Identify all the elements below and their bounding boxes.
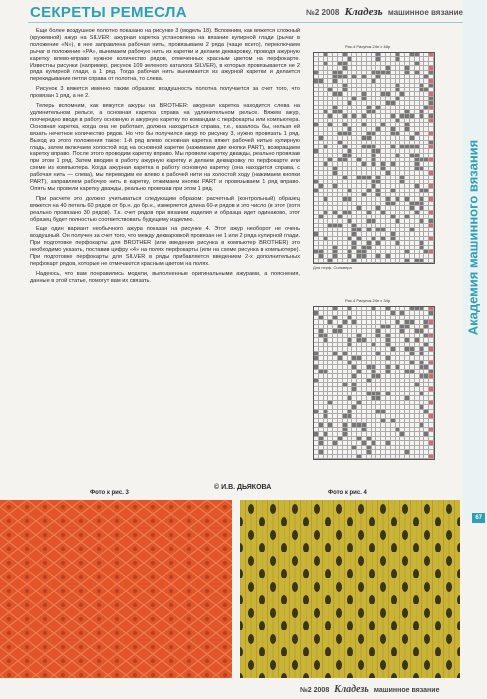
grid-cell xyxy=(429,455,434,459)
paragraph: Рисунок 3 вяжется именно таким образом: воздушность полотна получается за счет того, что провязан 1 ряд, а не 2. xyxy=(30,86,300,100)
pattern-chart-2 xyxy=(313,306,435,460)
footer-brand-subtitle: машинное вязание xyxy=(373,687,440,694)
paragraph: Еще один вариант необычного ажура показан на рисунке 4. Этот ажур необорот не очень воздушный. Он получен за счет того, что между декваровкой провязан не 1 или 2 ряда кулирной глади. При подготовке перфокарты для BROTHER (или введении рисунка в компьютер BROTHER) это необходимо указать, поставив цифру «4» на полях перфокарты (или на схеме рисунка в компьютере). При подготовке перфокарты для SILVER в ряды прибавляется введением 2-х дополнительных перфокарт рядов, которые не отмечаются красным цветом на полях. xyxy=(30,226,300,267)
paragraph: Теперь вспомним, как вяжутся ажуры на BROTHER: ажурная каретка находится слева на удлинительном рельсе, а основная каретка справа на удлинительном рельсе. Вяжем ажур, поочередно вводя в работу основную и ажурную каретку по командам с перфокарты или компьютера. Основная каретка, когда она не работает, должна находиться справа, т.е., казалось бы, нельзя ей вязать нечетное количество рядов. Но что бы получился ажур по рисунку 3, нужно провязать 1 ряд. Выход из этого положения такое: 1-й ряд влево основная каретка вяжет рабочей нитью кулирную гладь, затем включаем холостой ход на основной каретке (нажимаем две кнопки PART), возвращаем каретку вправо. После этого проводим каретку вправо. Мы провели каретку дважды, реально провязав при этом 1 ряд. Затем вводим в работу ажурную каретку и делаем декваровку по перфокарте или схеме из компьютера. Когда ажурная каретка в работу основную каретку (она находится справа, с рабочая нить — слева), мы переводим ее влево к рабочей нити на холостой ходу (нажимаем кнопки PART), заправляем рабочую нить в каретку, отжимаем кнопки PART и провязываем 1 ряд вправо. Опять мы провели каретку дважды, реально провязав при этом 1 ряд. xyxy=(30,103,300,192)
knit-photo-yellow xyxy=(240,500,460,678)
grid-cell xyxy=(429,259,434,263)
pattern-chart-2-title: Рис.4 Рисунок 24п х 34р xyxy=(345,298,391,303)
paragraph: Надеюсь, что вам понравились модели, выполненные оригинальными ажурами, а пояснения, данные в этой статье, помогут вам их связать. xyxy=(30,270,300,284)
brand-logo: Кладезь xyxy=(344,6,383,18)
sidebar-text: Академия машинного вязания xyxy=(465,139,481,336)
paragraph: Еще более воздушное полотно показано на рисунке 3 (модель 18). Вспомним, как вяжется сложный (кружевной) ажур на SILVER: ажурная каретка установлена на вязание кулирной глади (рычаг в положение «N»), в нее заправлена рабочая нить, провязываем 2 ряда (чаще всего), переключаем рычаг в положение «PA», вынимаем рабочую нить из каретки и делаем декваровку, проводя ажурную каретку влево-вправо нужное количество рядов, отмеченных красным цветом на перфокарте. Известны рисунки (например, рисунок 109 зеленого каталога SILVER), в которых провязывается не 2 ряда кулирной глади, а 1 ряд. Тогда рабочая нить вынимается из ажурной каретки и делается перекидывание петли справа от полотна, то слева. xyxy=(30,28,300,83)
footer-issue xyxy=(300,684,439,695)
pattern-chart-1-caption: Для перф. Сильвера xyxy=(313,265,352,270)
paragraph: При расчете это должно учитываться следующим образом: расчетный (контрольный) образец вяжется на 40 петель 60 рядов от бр.н. до бр.н., измеряется длина 60-и рядов и это число (в этот (хотя реально провязано 30 рядов). Т.к. счет рядов при вязании изделия и образца идет одинаково, этот образец будет полностью соответствовать будущему изделию. xyxy=(30,195,300,223)
header-divider xyxy=(28,22,465,23)
header-issue xyxy=(306,6,463,18)
brand-subtitle: машинное вязание xyxy=(387,8,463,17)
issue-number: №2 2008 xyxy=(305,8,340,17)
photo-label-3: Фото к рис. 3 xyxy=(90,490,129,496)
page-title: СЕКРЕТЫ РЕМЕСЛА xyxy=(30,4,187,21)
article-signature: © И.В. ДЬЯКОВА xyxy=(214,484,272,491)
footer-brand-logo: Кладезь xyxy=(334,684,369,695)
photo-label-4: Фото к рис. 4 xyxy=(328,490,367,496)
article-body xyxy=(30,28,300,288)
footer-issue-number: №2 2008 xyxy=(300,687,330,694)
pattern-chart-1-title: Рис.4 Рисунок 24п х 48р xyxy=(345,44,391,49)
sidebar xyxy=(463,0,485,520)
pattern-chart-1 xyxy=(313,52,435,264)
page-number: 67 xyxy=(472,513,485,523)
knit-photo-orange xyxy=(0,500,232,678)
